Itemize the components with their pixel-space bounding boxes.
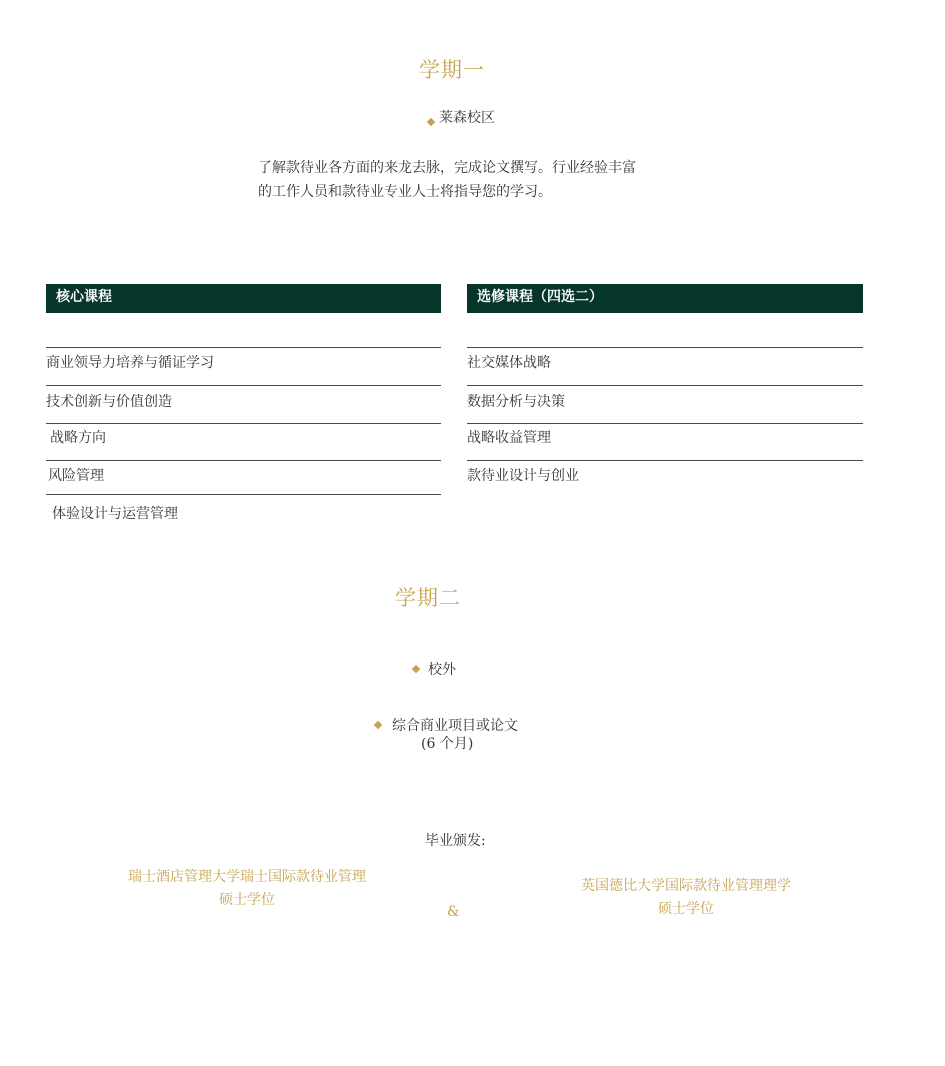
divider: [467, 347, 863, 348]
elective-course-item: 数据分析与决策: [467, 394, 565, 410]
degree-2: [560, 875, 812, 921]
diamond-bullet-icon: [412, 665, 420, 673]
term1-description: [258, 156, 678, 204]
graduation-label: 毕业颁发:: [425, 833, 486, 849]
core-course-item: 风险管理: [48, 468, 104, 484]
elective-course-item: 款待业设计与创业: [467, 468, 579, 484]
divider: [46, 460, 441, 461]
divider: [46, 385, 441, 386]
core-course-item: 商业领导力培养与循证学习: [46, 355, 214, 371]
divider: [467, 423, 863, 424]
degree-2-name: 英国德比大学国际款待业管理理学: [581, 878, 791, 894]
term2-location: [413, 659, 456, 679]
divider: [467, 385, 863, 386]
degree-1-name: 瑞士酒店管理大学瑞士国际款待业管理: [128, 869, 366, 885]
degree-1: [108, 866, 386, 912]
location-label: 校外: [428, 662, 456, 678]
term1-campus: [428, 107, 495, 127]
term2-title: 学期二: [395, 586, 461, 610]
core-course-item: 战略方向: [50, 430, 106, 446]
diamond-bullet-icon: [427, 118, 435, 126]
project-duration: (6 个月): [421, 736, 474, 752]
core-course-item: 体验设计与运营管理: [52, 506, 178, 522]
degree-2-type: 硕士学位: [658, 901, 714, 917]
diamond-bullet-icon: [374, 721, 382, 729]
elective-course-item: 战略收益管理: [467, 430, 551, 446]
campus-label: 莱森校区: [439, 110, 495, 126]
core-courses-header: 核心课程: [46, 284, 441, 313]
elective-courses-header: 选修课程（四选二）: [467, 284, 863, 313]
degree-1-type: 硕士学位: [219, 892, 275, 908]
divider: [46, 494, 441, 495]
divider: [467, 460, 863, 461]
description-line-2: 的工作人员和款待业专业人士将指导您的学习。: [258, 184, 552, 200]
ampersand: &: [447, 904, 460, 920]
term2-project: [375, 715, 518, 735]
core-course-item: 技术创新与价值创造: [46, 394, 172, 410]
description-line-1: 了解款待业各方面的来龙去脉，完成论文撰写。行业经验丰富: [258, 160, 636, 176]
project-label: 综合商业项目或论文: [392, 718, 518, 734]
divider: [46, 347, 441, 348]
term1-title: 学期一: [419, 58, 485, 82]
divider: [46, 423, 441, 424]
elective-course-item: 社交媒体战略: [467, 355, 551, 371]
